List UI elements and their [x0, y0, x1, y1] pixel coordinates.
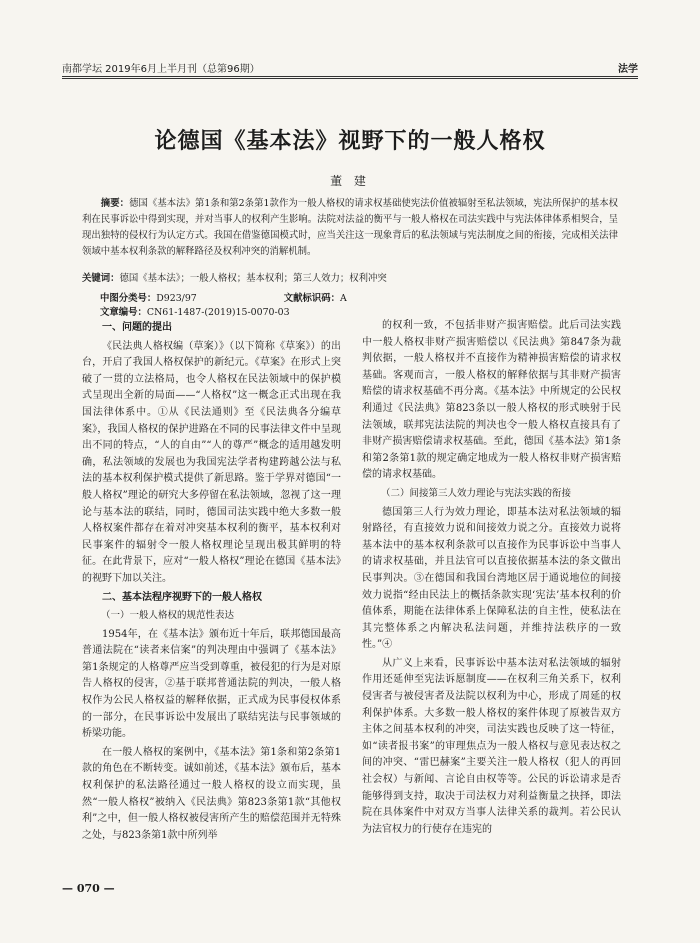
- page-number: — 070 —: [62, 882, 115, 895]
- subsection-heading: （一）一般人格权的规范性表达: [101, 610, 235, 622]
- paragraph: 从广义上来看，民事诉讼中基本法对私法领域的辐射作用还延伸至宪法诉愿制度——在权利三角关系下，权利侵害者与被侵害者及法院以权利为中心，形成了周延的权利保护体系。大多数一般人格权的案件体现了原被告双方主体之间基本权利的冲突，司法实践也反映了这一特征，如“读者报书案”的审理焦点为一般人格权与意见表达权之间的冲突、“雷巴赫案”主要关注一般人格权（犯人的再回社会权）与新闻、言论自由权等等。公民的诉讼请求是否能够得到支持，取决于司法权力对利益衡量之抉择，即法院在具体案件中对双方当事人法律关系的裁判。若公民认为法官权力的行使存在违宪的: [362, 657, 621, 835]
- article-label: 文章编号：: [100, 307, 147, 318]
- article-title: 论德国《基本法》视野下的一般人格权: [154, 128, 546, 154]
- article-number: [100, 304, 332, 318]
- paragraph: 在一般人格权的案例中，《基本法》第1条和第2条第1款的角色在不断转变。诚如前述，《基本法》颁布后，基本权利保护的私法路径通过一般人格权的设立而实现，虽然“一般人格权”被纳入《民法典》第823条第1款“其他权利”之中，但一般人格权被侵害所产生的赔偿范围并无特殊之处，与823条第1款中所列举: [82, 746, 341, 841]
- section-heading-basic-law: 二、基本法程序视野下的一般人格权: [102, 591, 262, 603]
- article-value: CN61-1487-(2019)15-0070-03: [146, 307, 290, 318]
- abstract: [82, 196, 618, 260]
- paragraph: 1954年，在《基本法》颁布近十年后，联邦德国最高普通法院在“读者来信案”的判决理由中强调了《基本法》第1条规定的人格尊严应当受到尊重，被侵犯的行为是对原告人格权的侵害，②基于联邦普通法院的判决，一般人格权作为公民人格权益的解释依据，正式成为民事侵权体系的一部分，在民事诉讼中发展出了联结宪法与民事领域的桥梁功能。: [82, 628, 341, 740]
- doc-code: [284, 290, 389, 304]
- doc-label: 文献标识码：: [283, 293, 341, 304]
- section-name: 法学: [618, 64, 638, 75]
- paragraph: 德国第三人行为效力理论，即基本法对私法领域的辐射路径，有直接效力说和间接效力说之分。直接效力说将基本法中的基本权利条款可以直接作为民事诉讼中当事人的请求权基础，并且法官可以直接依据基本法的条文做出民事判决。③在德国和我国台湾地区居于通说地位的间接效力说指“经由民法上的概括条款实现‘宪法’基本权利的价值体系，期能在法律体系上保障私法的自主性，使私法在其完整体系之内解决私法问题，并维持法秩序的一致性。”④: [362, 506, 621, 651]
- article-meta: [100, 290, 618, 318]
- clc-value: D923/97: [156, 293, 197, 304]
- subsection-heading: （二）间接第三人效力理论与宪法实践的衔接: [381, 487, 572, 499]
- doc-value: A: [340, 293, 347, 304]
- paragraph: 《民法典人格权编（草案）》（以下简称《草案》）的出台，开启了我国人格权保护的新纪元。《草案》在形式上突破了一贯的立法格局，也令人格权在民法领域中的保护模式呈现出全新的局面——“人格权”这一概念正式出现在我国法律体系中。①从《民法通则》至《民法典各分编草案》，我国人格权的保护进路在不同的民事法律文件中呈现出不同的特点，“人的自由”“人的尊严”概念的适用越发明确，私法领域的发展也为我国宪法学者构建跨越公法与私法的基本权利保护模式提供了新思路。鉴于学界对德国“一般人格权”理论的研究大多停留在私法领域，忽视了这一理论与基本法的联结，同时，德国司法实践中绝大多数一般人格权案件都存在着对冲突基本权利的衡平，基本权利对民事案件的辐射令一般人格权理论呈现出极其鲜明的特征。在此背景下，应对“一般人格权”理论在德国《基本法》的视野下加以关注。: [82, 340, 341, 584]
- abstract-label: 摘要：: [100, 198, 130, 209]
- keywords: [82, 270, 618, 284]
- keywords-text: 德国《基本法》；一般人格权；基本权利；第三人效力；权利冲突: [119, 273, 387, 284]
- running-header: [62, 58, 638, 76]
- right-column: [362, 318, 621, 840]
- section-heading-intro: 一、问题的提出: [102, 322, 172, 333]
- abstract-text: 德国《基本法》第1条和第2条第1款作为一般人格权的请求权基础使宪法价值被辐射至私法领域，宪法所保护的基本权利在民事诉讼中得到实现，并对当事人的权利产生影响。法院对法益的衡平与一般人格权在司法实践中与宪法体律体系相契合，呈现出独特的侵权行为认定方式。我国在借鉴德国模式时，应当关注这一现象背后的私法领域与宪法制度之间的衔接，完成相关法律领域中基本权利条款的解释路径及权利冲突的消解机制。: [82, 198, 618, 257]
- journal-name: 南都学坛 2019年6月上半月刊（总第96期）: [62, 64, 260, 75]
- header-rule: [62, 76, 638, 79]
- clc-number: [100, 290, 239, 304]
- article-author: 董 建: [330, 174, 370, 188]
- clc-label: 中图分类号：: [100, 293, 157, 304]
- left-column: [82, 318, 341, 846]
- keywords-label: 关键词：: [82, 273, 120, 284]
- paragraph: 的权利一致，不包括非财产损害赔偿。此后司法实践中一般人格权非财产损害赔偿以《民法典》第847条为裁判依据，一般人格权并不直接作为精神损害赔偿的请求权基础。客观而言，一般人格权的解释依据与其非财产损害赔偿的请求权基础不再分离。《基本法》中所规定的公民权利通过《民法典》第823条以一般人格权的形式映射于民法领域，联邦宪法法院的判决也令一般人格权直接具有了非财产损害赔偿请求权基础。至此，德国《基本法》第1条和第2条第1款的规定确定地成为一般人格权非财产损害赔偿的请求权基础。: [362, 320, 621, 481]
